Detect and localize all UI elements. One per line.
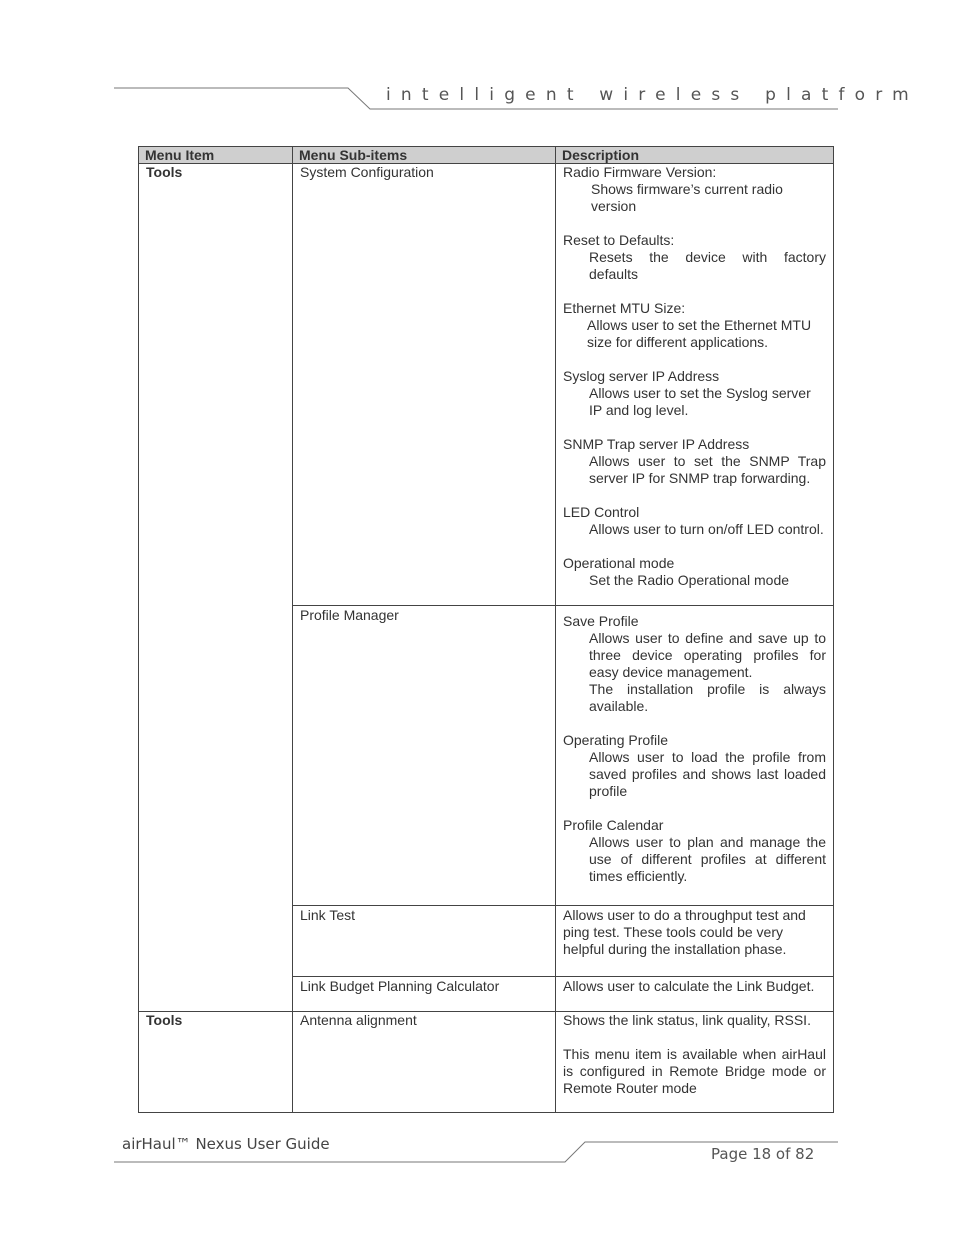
description-title: Reset to Defaults: — [563, 232, 675, 248]
description-cell: Allows user to do a throughput test and ping test. These tools could be very helpful during the installation phase. — [556, 906, 834, 977]
description-title: Operational mode — [563, 555, 675, 571]
description-title: Save Profile — [563, 613, 639, 629]
description-title: Syslog server IP Address — [563, 368, 720, 384]
description-title: Ethernet MTU Size: — [563, 300, 686, 316]
description-title: LED Control — [563, 504, 640, 520]
sub-item-cell: System Configuration — [293, 164, 556, 606]
description-block — [563, 504, 826, 538]
description-text: Shows the link status, link quality, RSSI. — [563, 1012, 811, 1028]
description-body: Shows firmware’s current radio version — [591, 181, 783, 214]
sub-item-cell: Profile Manager — [293, 606, 556, 906]
description-cell: Allows user to calculate the Link Budget. — [556, 977, 834, 1012]
description-block — [563, 817, 826, 885]
description-body: Set the Radio Operational mode — [589, 572, 790, 588]
menu-item-cell: Tools — [139, 1012, 293, 1113]
description-body: The installation profile is always available. — [589, 681, 826, 714]
description-block — [563, 368, 826, 419]
table-row — [139, 164, 834, 606]
description-title: Radio Firmware Version: — [563, 164, 717, 180]
header-tagline: intelligent wireless platform — [386, 85, 919, 105]
description-block — [563, 232, 826, 283]
menu-item-cell: Tools — [139, 164, 293, 1012]
table-header-row — [139, 147, 834, 164]
column-header: Description — [556, 147, 834, 164]
column-header: Menu Sub-items — [293, 147, 556, 164]
description-body: Allows user to set the SNMP Trap server IP for SNMP trap forwarding. — [589, 453, 826, 486]
description-block — [563, 164, 826, 215]
description-block — [563, 555, 826, 589]
description-body: Allows user to define and save up to three device operating profiles for easy device management. — [589, 630, 826, 680]
description-body: Allows user to set the Ethernet MTU size for different applications. — [587, 317, 812, 350]
description-cell — [556, 606, 834, 906]
sub-item-cell: Link Test — [293, 906, 556, 977]
description-title: Operating Profile — [563, 732, 669, 748]
description-body: Resets the device with factory defaults — [589, 249, 826, 282]
description-title: Profile Calendar — [563, 817, 664, 833]
description-cell — [556, 1012, 834, 1113]
menu-table — [138, 146, 834, 1113]
description-body: Allows user to turn on/off LED control. — [589, 521, 824, 537]
column-header: Menu Item — [139, 147, 293, 164]
description-text: This menu item is available when airHaul is configured in Remote Bridge mode or Remote Router mode — [563, 1046, 826, 1096]
description-title: SNMP Trap server IP Address — [563, 436, 750, 452]
description-block — [563, 436, 826, 487]
description-block — [563, 732, 826, 800]
page-number: Page 18 of 82 — [711, 1145, 815, 1163]
sub-item-cell: Antenna alignment — [293, 1012, 556, 1113]
description-body: Allows user to set the Syslog server IP and log level. — [589, 385, 811, 418]
table-row — [139, 1012, 834, 1113]
description-body: Allows user to plan and manage the use of different profiles at different times efficiently. — [589, 834, 826, 884]
description-cell — [556, 164, 834, 606]
description-body: Allows user to load the profile from saved profiles and shows last loaded profile — [589, 749, 826, 799]
description-block — [563, 613, 826, 715]
description-block — [563, 300, 826, 351]
sub-item-cell: Link Budget Planning Calculator — [293, 977, 556, 1012]
footer-title: airHaul™ Nexus User Guide — [122, 1135, 330, 1153]
